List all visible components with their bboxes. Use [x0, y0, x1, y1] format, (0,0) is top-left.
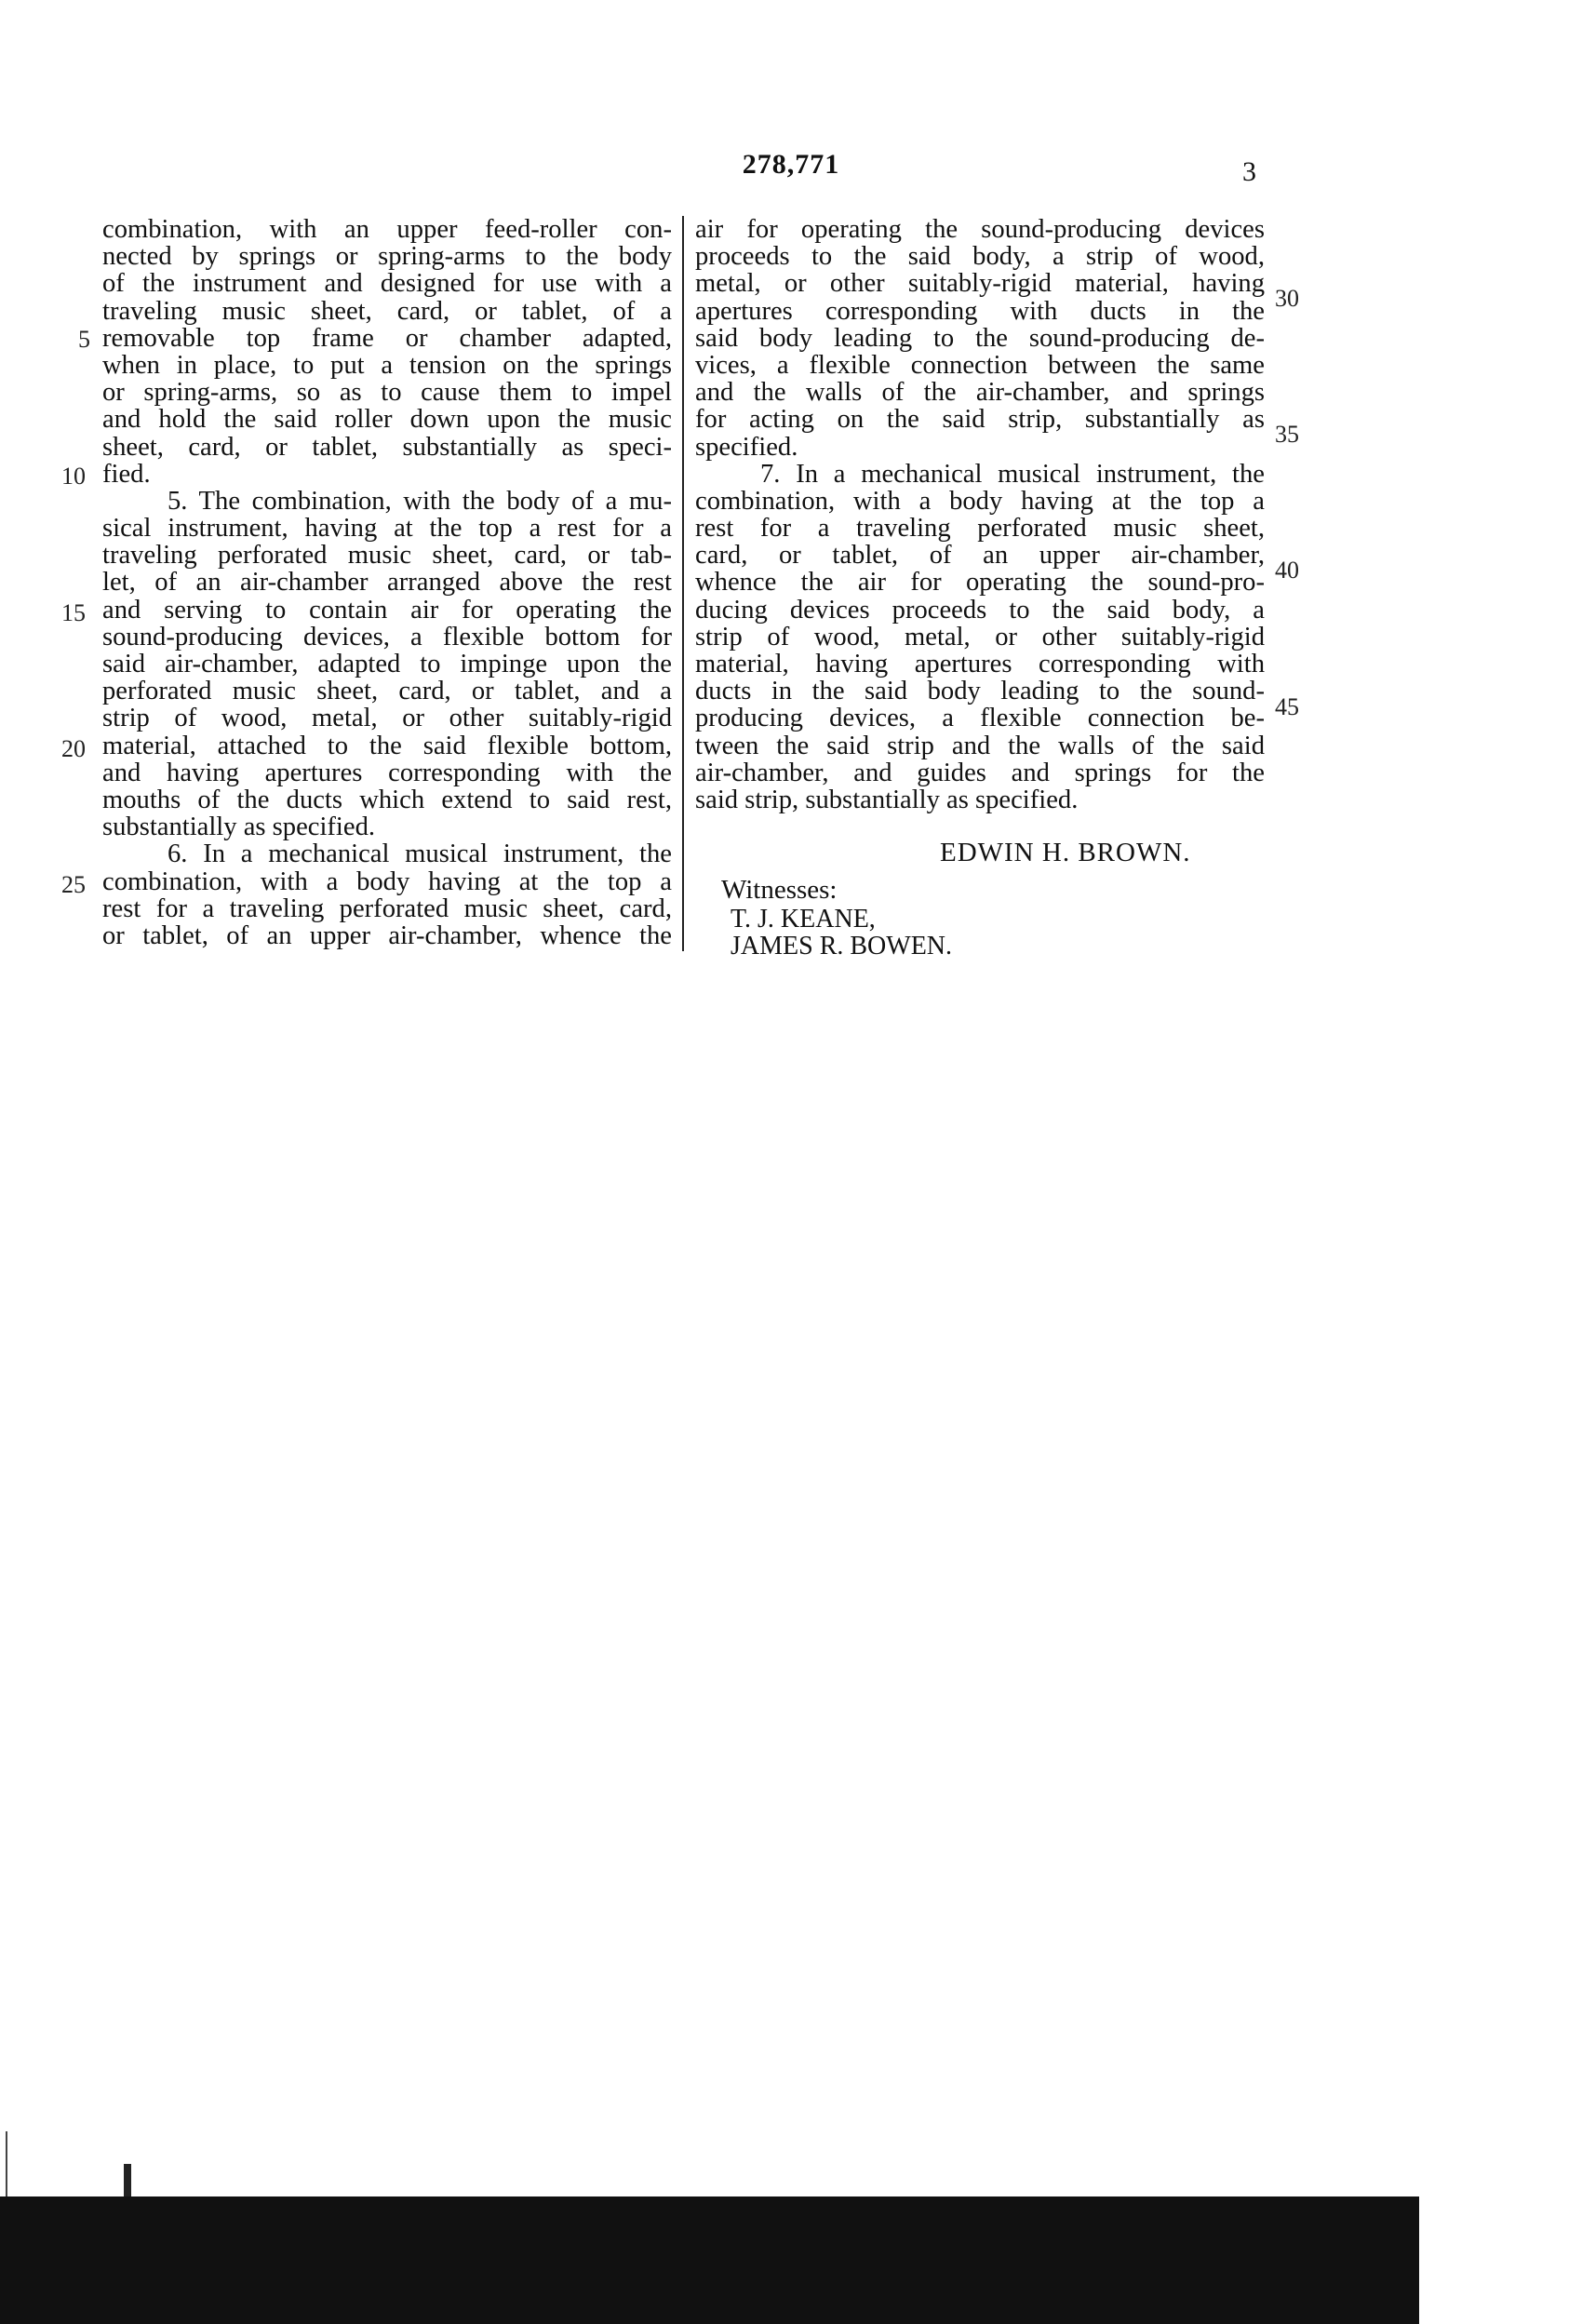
text-line: fied.	[102, 459, 151, 489]
line-number-15: 15	[61, 599, 86, 626]
line-number-20: 20	[61, 735, 86, 762]
text-line: 5. The combination, with the body of a mu-	[168, 486, 672, 516]
patent-number: 278,771	[742, 149, 840, 180]
line-number-40: 40	[1275, 557, 1299, 584]
text-line: and hold the said roller down upon the music	[102, 405, 672, 435]
text-line: for acting on the said strip, substantially as	[695, 405, 1265, 435]
text-line: of the instrument and designed for use with a	[102, 269, 672, 299]
text-line: rest for a traveling perforated music sheet, card,	[102, 893, 672, 923]
text-line: traveling music sheet, card, or tablet, of a	[102, 296, 672, 326]
text-line: producing devices, a flexible connection be-	[695, 704, 1265, 733]
text-line: said body leading to the sound-producing de-	[695, 323, 1265, 353]
text-line: ducing devices proceeds to the said body, a	[695, 595, 1265, 625]
text-line: said strip, substantially as specified.	[695, 785, 1079, 814]
text-line: and serving to contain air for operating the	[102, 595, 672, 625]
text-line: card, or tablet, of an upper air-chamber,	[695, 541, 1265, 571]
text-line: apertures corresponding with ducts in the	[695, 296, 1265, 326]
text-line: removable top frame or chamber adapted,	[102, 323, 672, 353]
line-number-35: 35	[1275, 421, 1299, 448]
text-line: 6. In a mechanical musical instrument, the	[168, 840, 672, 869]
witness-name: JAMES R. BOWEN.	[731, 932, 953, 960]
line-number-45: 45	[1275, 693, 1299, 720]
text-line: perforated music sheet, card, or tablet, and a	[102, 677, 672, 706]
text-line: traveling perforated music sheet, card, or tab-	[102, 541, 672, 571]
text-line: combination, with an upper feed-roller con-	[102, 215, 672, 244]
text-line: let, of an air-chamber arranged above the rest	[102, 568, 672, 598]
text-line: when in place, to put a tension on the springs	[102, 350, 672, 380]
text-line: sound-producing devices, a flexible bottom for	[102, 622, 672, 652]
text-line: rest for a traveling perforated music sheet,	[695, 514, 1265, 544]
right-column	[695, 216, 1265, 813]
text-line: specified.	[695, 432, 798, 462]
line-number-5: 5	[78, 326, 90, 353]
text-line: material, attached to the said flexible bottom,	[102, 731, 672, 760]
text-line: air-chamber, and guides and springs for the	[695, 758, 1265, 787]
witness-name: T. J. KEANE,	[731, 905, 876, 934]
text-line: strip of wood, metal, or other suitably-rigid	[102, 704, 672, 733]
line-number-30: 30	[1275, 285, 1299, 312]
witnesses-label: Witnesses:	[721, 875, 838, 905]
column-divider	[682, 216, 684, 951]
text-line: metal, or other suitably-rigid material, having	[695, 269, 1265, 299]
line-number-10: 10	[61, 463, 86, 490]
text-line: combination, with a body having at the top a	[695, 486, 1265, 516]
text-line: and the walls of the air-chamber, and springs	[695, 378, 1265, 408]
text-line: air for operating the sound-producing devices	[695, 215, 1265, 244]
text-line: whence the air for operating the sound-pro-	[695, 568, 1265, 598]
text-line: and having apertures corresponding with the	[102, 758, 672, 787]
text-line: sheet, card, or tablet, substantially as speci-	[102, 432, 672, 462]
text-line: vices, a flexible connection between the same	[695, 350, 1265, 380]
text-line: material, having apertures corresponding with	[695, 650, 1265, 678]
inventor-signature: EDWIN H. BROWN.	[940, 838, 1191, 867]
text-line: strip of wood, metal, or other suitably-rigid	[695, 622, 1265, 652]
text-line: proceeds to the said body, a strip of wood,	[695, 242, 1265, 272]
line-number-25: 25	[61, 871, 86, 898]
text-line: nected by springs or spring-arms to the body	[102, 242, 672, 272]
text-line: combination, with a body having at the top a	[102, 866, 672, 896]
text-line: tween the said strip and the walls of the said	[695, 731, 1265, 760]
text-line: mouths of the ducts which extend to said rest,	[102, 785, 672, 814]
page-number: 3	[1242, 156, 1256, 187]
text-line: sical instrument, having at the top a rest for a	[102, 514, 672, 544]
text-line: ducts in the said body leading to the sound-	[695, 677, 1265, 706]
text-line: said air-chamber, adapted to impinge upon the	[102, 650, 672, 678]
left-column	[102, 216, 672, 949]
scan-border-band	[0, 2196, 1419, 2324]
scan-edge-artifact	[6, 2131, 7, 2206]
text-line: substantially as specified.	[102, 813, 376, 842]
scan-mark-artifact	[124, 2164, 131, 2201]
text-line: 7. In a mechanical musical instrument, the	[760, 459, 1265, 489]
text-line: or spring-arms, so as to cause them to impel	[102, 378, 672, 408]
text-line: or tablet, of an upper air-chamber, whence the	[102, 920, 672, 950]
